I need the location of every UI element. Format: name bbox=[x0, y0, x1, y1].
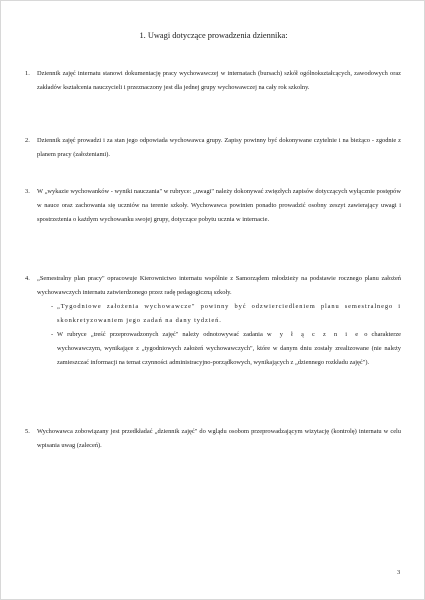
item-number: 2. bbox=[25, 137, 30, 144]
item-number: 5. bbox=[25, 428, 30, 435]
list-item-4 bbox=[25, 272, 401, 370]
sub-item-quote: „Tygodniowe założenia wychowawcze" bbox=[57, 303, 196, 310]
item-text: Wychowawca zobowiązany jest przedkładać „dziennik zajęć" do wglądu osobom przeprowadzającym wizytację (kontrolę) internatu w celu wpisania uwag (zaleceń). bbox=[37, 428, 401, 449]
item-text: Dziennik zajęć prowadzi i za stan jego odpowiada wychowawca grupy. Zapisy powinny być dokonywane czytelnie i na bieżąco - zgodnie z planem pracy (założeniami). bbox=[37, 137, 401, 158]
sub-item-emphasis: w y ł ą c z n i e bbox=[266, 331, 361, 338]
sub-item-weekly-assumptions bbox=[51, 300, 401, 328]
sub-item-dash: - bbox=[51, 303, 54, 310]
list-item-5 bbox=[25, 425, 401, 453]
sub-item-lesson-content bbox=[51, 328, 402, 370]
page-number: 3 bbox=[397, 569, 401, 576]
item-intro-text: „Semestralny plan pracy" opracowuje Kierownictwo internatu wspólnie z Samorządem młodzieży na podstawie rocznego planu założeń wychowawczych internatu zatwierdzonego przez radę pedagogiczną szkoły. bbox=[37, 275, 401, 296]
item-number: 3. bbox=[25, 188, 30, 195]
item-number: 1. bbox=[25, 70, 30, 77]
list-item-3 bbox=[25, 185, 401, 227]
sub-item-text-a: W rubryce „treść przeprowadzonych zajęć" należy odnotowywać zadania bbox=[57, 331, 267, 338]
item-number: 4. bbox=[25, 275, 30, 282]
sub-item-text: powinny być odzwierciedleniem planu semestralnego i skonkretyzowaniem jego zadań na dany tydzień. bbox=[57, 303, 401, 324]
page-title: 1. Uwagi dotyczące prowadzenia dziennika: bbox=[139, 31, 288, 40]
item-text: W „wykazie wychowanków - wyniki nauczania" w rubryce: „uwagi" należy dokonywać zwięzłych zapisów dotyczących wyłącznie postępów w nauce oraz zachowania się uczniów na terenie szkoły. Wychowawca powinien ponadto prowadzić osobny zeszyt zawierający uwagi i spostrzeżenia o każdym wychowanku swojej grupy, dotyczące pobytu ucznia w internacie. bbox=[37, 188, 401, 223]
item-text: Dziennik zajęć internatu stanowi dokumentację pracy wychowawczej w internatach (bursach) szkół ogólnokształcących, zawodowych oraz zakładów kształcenia nauczycieli i przeznaczony jest dla jednej grupy wychowawczej na cały rok szkolny. bbox=[37, 70, 401, 91]
sub-item-text-b: o charakterze wychowawczym, wynikające z „tygodniowych założeń wychowawczych", które w danym dniu zostały zrealizowane (nie należy zamieszczać informacji na temat czynności administracyjno-porządkowych, wynikających z „dziennego rozkładu zajęć"). bbox=[57, 331, 402, 366]
item-text bbox=[37, 272, 401, 370]
list-item-2 bbox=[25, 134, 401, 162]
list-item-1 bbox=[25, 67, 401, 95]
sub-item-dash: - bbox=[51, 331, 54, 338]
